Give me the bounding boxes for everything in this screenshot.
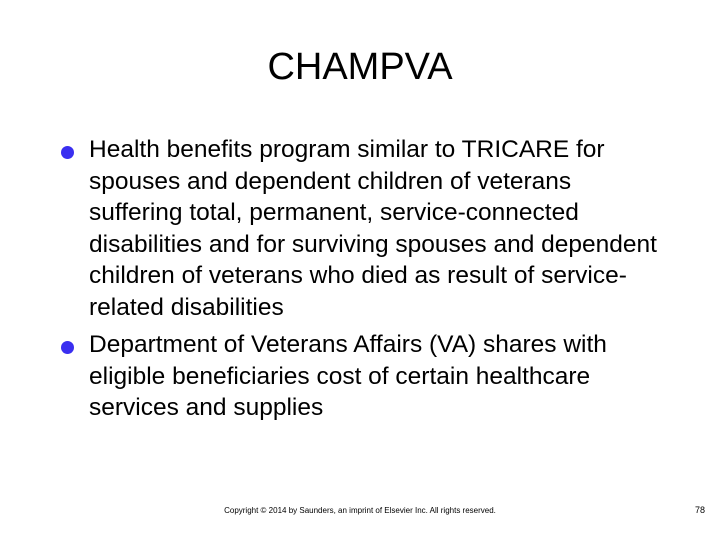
- bullet-item: [60, 134, 660, 323]
- bullet-list: [60, 134, 660, 430]
- slide-title: CHAMPVA: [267, 46, 453, 88]
- bullet-item: [60, 329, 660, 424]
- page-number: 78: [694, 505, 705, 515]
- footer-copyright: Copyright © 2014 by Saunders, an imprint of Elsevier Inc. All rights reserved.: [224, 506, 496, 515]
- bullet-dot-icon: [61, 146, 74, 159]
- bullet-dot-icon: [61, 341, 74, 354]
- bullet-text: Health benefits program similar to TRICARE for spouses and dependent children of veterans suffering total, permanent, service-connected disabilities and for surviving spouses and dependent children of veterans who died as result of service-related disabilities: [89, 136, 657, 321]
- bullet-text: Department of Veterans Affairs (VA) shares with eligible beneficiaries cost of certain healthcare services and supplies: [89, 331, 607, 421]
